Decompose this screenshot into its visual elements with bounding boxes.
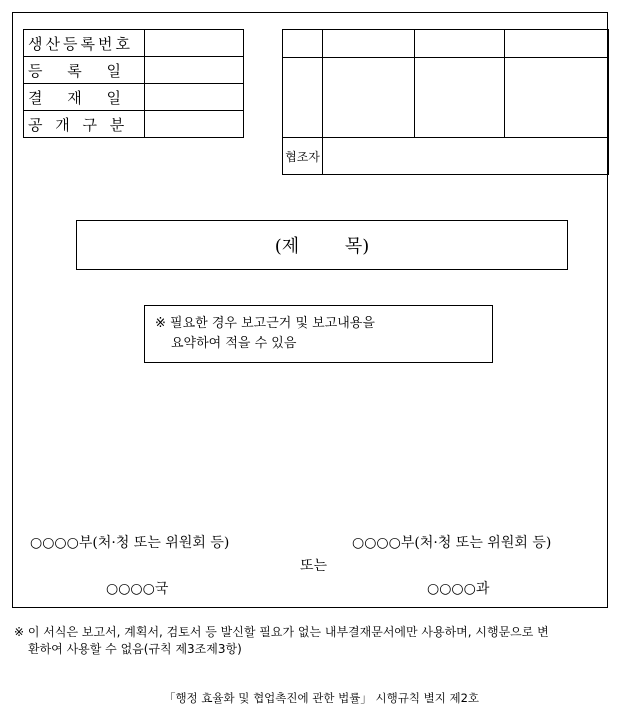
approval-header-cell <box>415 30 505 58</box>
approval-date-field[interactable] <box>145 84 244 111</box>
title-placeholder: (제 목) <box>274 236 370 257</box>
form-source-caption: 「행정 효율화 및 협업촉진에 관한 법률」 시행규칙 별지 제2호 <box>163 691 480 705</box>
registration-info-table <box>23 29 244 138</box>
cooperator-field[interactable] <box>323 138 609 175</box>
table-row <box>24 57 244 84</box>
usage-footnote <box>14 624 614 658</box>
summary-note-line: 요약하여 적을 수 있음 <box>171 336 297 351</box>
table-row <box>24 30 244 57</box>
registration-number-label: 생산등록번호 <box>24 30 145 57</box>
signature-cell[interactable] <box>283 58 323 138</box>
approval-header-cell <box>283 30 323 58</box>
approval-date-label: 결 재 일 <box>24 84 145 111</box>
summary-note-box[interactable] <box>144 305 493 363</box>
signature-cell[interactable] <box>505 58 609 138</box>
table-row <box>24 84 244 111</box>
approval-grid <box>282 29 609 175</box>
signature-cell[interactable] <box>415 58 505 138</box>
signature-cell[interactable] <box>323 58 415 138</box>
sender-ministry-left: ○○○○부(처·청 또는 위원회 등) <box>30 535 230 551</box>
title-box[interactable] <box>76 220 568 270</box>
sender-unit-right: ○○○○과 <box>427 581 490 597</box>
sender-unit-left: ○○○○국 <box>106 581 169 597</box>
or-text: 또는 <box>300 558 328 574</box>
footnote-line: ※ 이 서식은 보고서, 계획서, 검토서 등 발신할 필요가 없는 내부결재문서에만 사용하며, 시행문으로 변 <box>14 625 549 639</box>
footnote-line: 환하여 사용할 수 없음(규칙 제3조제3항) <box>28 642 242 656</box>
sender-ministry-right: ○○○○부(처·청 또는 위원회 등) <box>352 535 552 551</box>
table-row <box>24 111 244 138</box>
approval-header-cell <box>505 30 609 58</box>
approval-header-cell <box>323 30 415 58</box>
disclosure-field[interactable] <box>145 111 244 138</box>
cooperator-label: 협조자 <box>283 138 323 175</box>
disclosure-label: 공 개 구 분 <box>24 111 145 138</box>
summary-note-line: ※ 필요한 경우 보고근거 및 보고내용을 <box>155 316 375 331</box>
registration-number-field[interactable] <box>145 30 244 57</box>
registration-date-label: 등 록 일 <box>24 57 145 84</box>
registration-date-field[interactable] <box>145 57 244 84</box>
